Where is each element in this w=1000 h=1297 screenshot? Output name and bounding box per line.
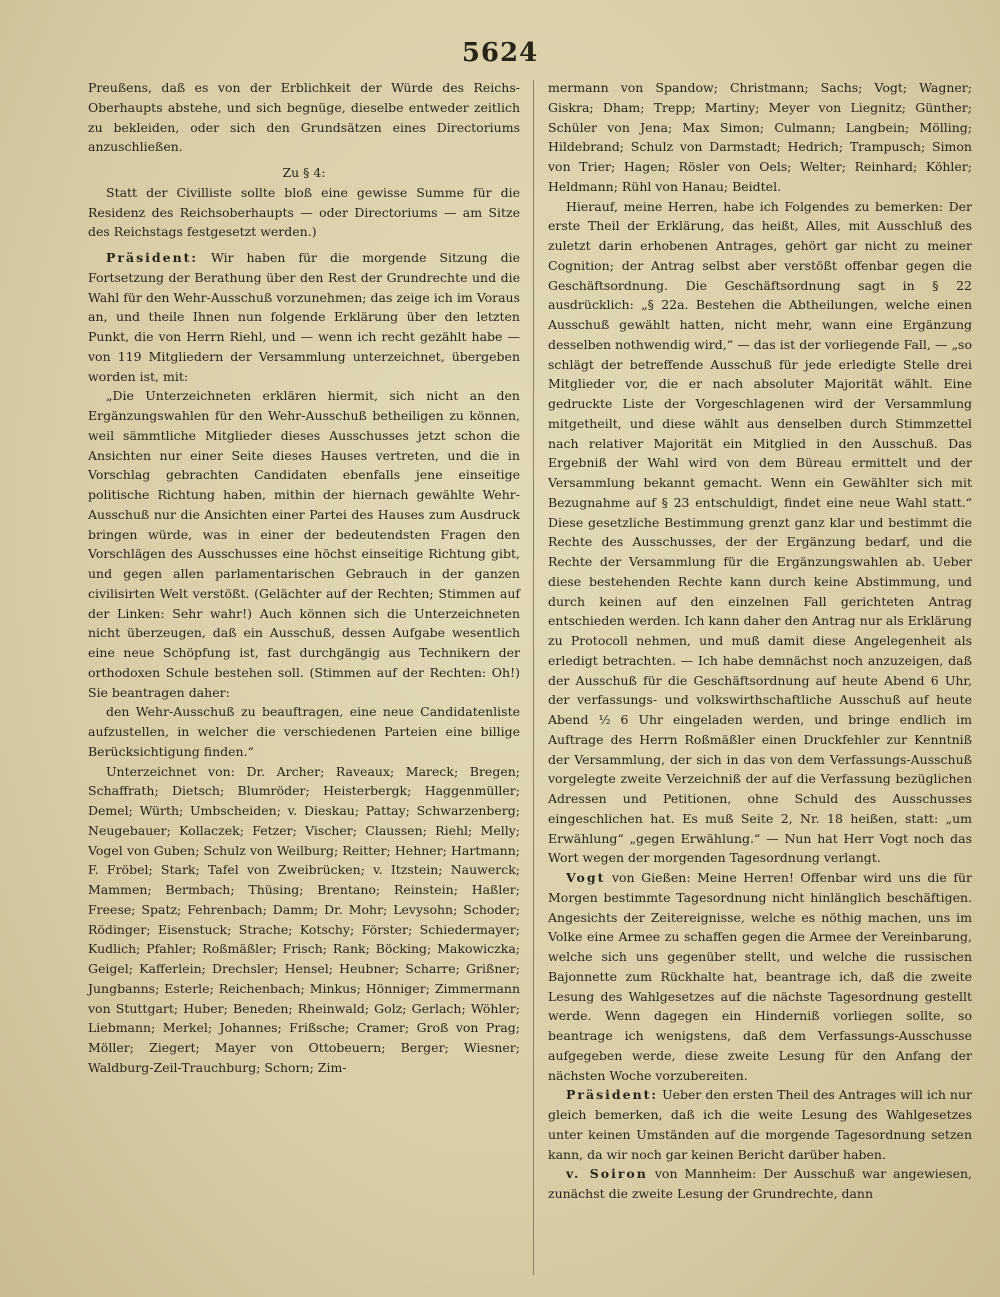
president-statement	[88, 248, 520, 386]
signatories-list-continued: mermann von Spandow; Christmann; Sachs; Vogt; Wagner; Giskra; Dham; Trepp; Martiny; Meyer von Liegnitz; Günther; Schüler von Jena; Max Simon; Culmann; Langbein; Mölling; Hildebrand; Schulz von Darmstadt; Hedrich; Trampusch; Simon von Trier; Hagen; Rösler von Oels; Welter; Reinhard; Köhler; Heldmann; Rühl von Hanau; Beidtel.	[548, 80, 972, 194]
speaker-name: v. Soiron	[566, 1166, 648, 1182]
soiron-statement	[548, 1164, 972, 1204]
speaker-name: Präsident:	[106, 250, 199, 265]
president-statement-continued: Hierauf, meine Herren, habe ich Folgendes zu bemerken: Der erste Theil der Erklärung, das heißt, Alles, mit Ausschluß des zuletzt darin erhobenen Antrages, gehört gar nicht zu meiner Cognition; der Antrag selbst aber verstößt offenbar gegen die Geschäftsordnung. Die Geschäftsordnung sagt in § 22 ausdrücklich: „§ 22a. Bestehen die Abtheilungen, welche einen Ausschuß gewählt hatten, nicht mehr, wann eine Ergänzung desselben nothwendig wird,“ — das ist der vorliegende Fall, — „so schlägt der betreffende Ausschuß für jede erledigte Stelle drei Mitglieder vor, die er nach absoluter Majorität wählt. Eine gedruckte Liste der Vorgeschlagenen wird der Versammlung mitgetheilt, und diese wählt aus denselben durch Stimmzettel nach relativer Majorität ein Mitglied in den Ausschuß. Das Ergebniß der Wahl wird von dem Büreau ermittelt und der Versammlung bekannt gemacht. Wenn ein Gewählter sich mit Bezugnahme auf § 23 entschuldigt, findet eine neue Wahl statt.“ Diese gesetzliche Bestimmung grenzt ganz klar und bestimmt die Rechte des Ausschusses, der der Ergänzung bedarf, und die Rechte der Versammlung für die Ergänzungswahlen ab. Ueber diese bestehenden Rechte kann durch keine Abstimmung, und durch keinen auf den einzelnen Fall gerichteten Antrag entschieden werden. Ich kann daher den Antrag nur als Erklärung zu Protocoll nehmen, und muß damit diese Angelegenheit als erledigt betrachten. — Ich habe demnächst noch anzuzeigen, daß der Ausschuß für die Geschäftsordnung auf heute Abend 6 Uhr, der verfassungs- und volkswirthschaftliche Ausschuß auf heute Abend ½ 6 Uhr eingeladen werden, und bringe endlich im Auftrage des Herrn Roßmäßler einen Druckfehler zur Kenntniß der Versammlung, der sich in das von dem Verfassungs-Ausschuß vorgelegte zweite Verzeichniß der auf die Verfassung bezüglichen Adressen und Petitionen, ohne Schuld des Ausschusses eingeschlichen hat. Es muß Seite 2, Nr. 18 heißen, statt: „um Erwählung“ „gegen Erwählung.“ — Nun hat Herr Vogt noch das Wort wegen der morgenden Tagesordnung verlangt.	[548, 198, 972, 866]
statement-text: Wir haben für die morgende Sitzung die Fortsetzung der Berathung über den Rest der Grundrechte und die Wahl für den Wehr-Ausschuß vorzunehmen; das zeige ich im Voraus an, und theile Ihnen nun folgende Erklärung über den letzten Punkt, die von Herrn Riehl, und — wenn ich recht gezählt habe — von 119 Mitgliedern der Versammlung unterzeichnet, übergeben worden ist, mit:	[88, 250, 520, 384]
page-number: 5624	[461, 38, 539, 68]
president-statement	[548, 1085, 972, 1164]
column-divider	[533, 80, 534, 1275]
speaker-name: Vogt	[566, 870, 606, 885]
statement-text: von Mannheim: Der Ausschuß war angewiesen, zunächst die zweite Lesung der Grundrechte, dann	[548, 1166, 972, 1201]
signatories-list: Unterzeichnet von: Dr. Archer; Raveaux; Mareck; Bregen; Schaffrath; Dietsch; Blumröder; Heisterbergk; Haggenmüller; Demel; Würth; Umbscheiden; v. Dieskau; Pattay; Schwarzenberg; Neugebauer; Kollaczek; Fetzer; Vischer; Claussen; Riehl; Melly; Vogel von Guben; Schulz von Weilburg; Reitter; Hehner; Hartmann; F. Fröbel; Stark; Tafel von Zweibrücken; v. Itzstein; Nauwerck; Mammen; Bermbach; Thüsing; Brentano; Reinstein; Haßler; Freese; Spatz; Fehrenbach; Damm; Dr. Mohr; Levysohn; Schoder; Rödinger; Eisenstuck; Strache; Kotschy; Förster; Schiedermayer; Kudlich; Pfahler; Roßmäßler; Frisch; Rank; Böcking; Makowiczka; Geigel; Kafferlein; Drechsler; Hensel; Heubner; Scharre; Grißner; Jungbanns; Esterle; Reichenbach; Minkus; Hönniger; Zimmermann von Stuttgart; Huber; Beneden; Rheinwald; Golz; Gerlach; Wöhler; Liebmann; Merkel; Johannes; Frißsche; Cramer; Groß von Prag; Möller; Ziegert; Mayer von Ottobeuern; Berger; Wiesner; Waldburg-Zeil-Trauchburg; Schorn; Zim-	[88, 763, 520, 1075]
paragraph: Preußens, daß es von der Erblichkeit der Würde des Reichs-Oberhaupts abstehe, und sich begnüge, dieselbe entweder zeitlich zu bekleiden, oder sich den Grundsätzen eines Directoriums anzuschließen.	[88, 80, 520, 155]
declaration-quote: „Die Unterzeichneten erklären hiermit, sich nicht an den Ergänzungswahlen für den Wehr-Ausschuß betheiligen zu können, weil sämmtliche Mitglieder dieses Ausschusses jetzt schon die Ansichten nur einer Seite dieses Hauses vertreten, und die in Vorschlag gebrachten Candidaten ebenfalls jene einseitige politische Richtung haben, mithin der hiernach gewählte Wehr-Ausschuß nur die Ansichten einer Partei des Hauses zum Ausdruck bringen würde, was in einer der bedeutendsten Fragen den Vorschlägen des Ausschusses eine höchst einseitige Richtung gibt, und gegen allen parlamentarischen Gebrauch in der ganzen civilisirten Welt verstößt. (Gelächter auf der Rechten; Stimmen auf der Linken: Sehr wahr!) Auch können sich die Unterzeichneten nicht überzeugen, daß ein Ausschuß, dessen Aufgabe wesentlich eine neue Schöpfung ist, fast durchgängig aus Technikern der orthodoxen Schule bestehen soll. (Stimmen auf der Rechten: Oh!) Sie beantragen daher:	[88, 388, 520, 700]
vogt-statement	[548, 868, 972, 1085]
section-heading: Zu § 4:	[282, 165, 326, 180]
paragraph: Statt der Civilliste sollte bloß eine gewisse Summe für die Residenz des Reichsoberhaupts — oder Directoriums — am Sitze des Reichstags festgesetzt werden.)	[88, 184, 520, 240]
statement-text: von Gießen: Meine Herren! Offenbar wird uns die für Morgen bestimmte Tagesordnung nicht hinlänglich beschäftigen. Angesichts der Zeitereignisse, welche es nöthig machen, uns im Volke eine Armee zu schaffen gegen die Armee der Vereinbarung, welche sich uns gegenüber stellt, und welche die russischen Bajonnette zum Rückhalte hat, beantrage ich, daß die zweite Lesung des Wahlgesetzes auf die nächste Tagesordnung gestellt werde. Wenn dagegen ein Hinderniß vorliegen sollte, so beantrage ich wenigstens, daß dem Verfassungs-Ausschusse aufgegeben werde, diese zweite Lesung für den Anfang der nächsten Woche vorzubereiten.	[548, 870, 972, 1083]
left-column	[88, 78, 520, 1078]
motion-text: den Wehr-Ausschuß zu beauftragen, eine neue Candidatenliste aufzustellen, in welcher die verschiedenen Parteien eine billige Berücksichtigung finden.“	[88, 704, 520, 759]
speaker-name: Präsident:	[566, 1087, 659, 1103]
statement-text: Ueber den ersten Theil des Antrages will ich nur gleich bemerken, daß ich die weite Lesung des Wahlgesetzes unter keinen Umständen auf die morgende Tagesordnung setzen kann, da wir noch gar keinen Bericht darüber haben.	[548, 1087, 972, 1162]
right-column	[548, 78, 972, 1204]
